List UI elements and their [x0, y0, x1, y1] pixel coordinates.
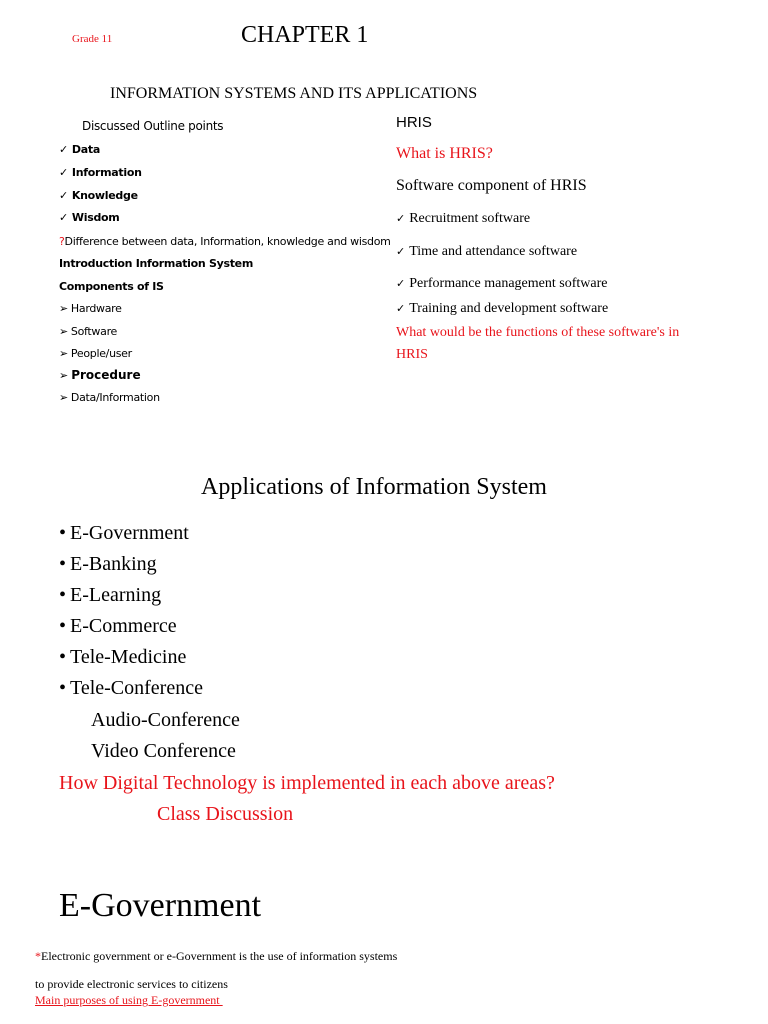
bullet-icon: •: [59, 522, 67, 544]
egov-line2: to provide electronic services to citizens: [35, 977, 228, 991]
applications-question: How Digital Technology is implemented in each above areas?: [59, 772, 555, 794]
grade-label: Grade 11: [72, 33, 113, 45]
hris-functions-question-line1: What would be the functions of these software's in: [396, 325, 680, 340]
check-icon: ✓: [59, 143, 68, 156]
hris-software-training: ✓ Training and development software: [396, 301, 609, 316]
check-icon: ✓: [59, 166, 68, 179]
bullet-icon: •: [59, 677, 67, 699]
bullet-icon: •: [59, 584, 67, 606]
hris-software-performance: ✓ Performance management software: [396, 276, 608, 291]
hris-question: What is HRIS?: [396, 145, 493, 162]
arrow-icon: ➢: [59, 325, 68, 338]
application-sub-item: Audio-Conference: [91, 709, 240, 731]
component-software: ➢ Software: [59, 325, 118, 338]
bullet-icon: •: [59, 646, 67, 668]
check-icon: ✓: [396, 277, 406, 290]
outline-question: ?Difference between data, Information, knowledge and wisdom: [59, 235, 391, 248]
egov-purposes-link: Main purposes of using E-government: [35, 993, 223, 1007]
application-item: • E-Government: [59, 522, 189, 544]
check-icon: ✓: [396, 245, 406, 258]
outline-item-wisdom: ✓ Wisdom: [59, 211, 120, 224]
application-item: • E-Learning: [59, 584, 162, 606]
hris-software-title: Software component of HRIS: [396, 177, 587, 194]
check-icon: ✓: [59, 211, 68, 224]
applications-title: Applications of Information System: [201, 474, 547, 500]
check-icon: ✓: [59, 189, 68, 202]
hris-title: HRIS: [396, 114, 432, 131]
outline-item-data: ✓ Data: [59, 143, 100, 156]
outline-item-knowledge: ✓ Knowledge: [59, 189, 138, 202]
arrow-icon: ➢: [59, 347, 68, 360]
application-item: • Tele-Conference: [59, 677, 203, 699]
component-hardware: ➢ Hardware: [59, 302, 122, 315]
question-mark-icon: ?: [59, 235, 65, 248]
chapter-subtitle: INFORMATION SYSTEMS AND ITS APPLICATIONS: [110, 85, 478, 102]
class-discussion: Class Discussion: [157, 803, 294, 825]
check-icon: ✓: [396, 212, 406, 225]
hris-software-time: ✓ Time and attendance software: [396, 244, 578, 259]
outline-item-information: ✓ Information: [59, 166, 142, 179]
chapter-title: CHAPTER 1: [241, 22, 369, 48]
asterisk-icon: *: [35, 949, 41, 963]
hris-software-recruitment: ✓ Recruitment software: [396, 211, 531, 226]
application-item: • E-Commerce: [59, 615, 177, 637]
bullet-icon: •: [59, 553, 67, 575]
hris-functions-question-line2: HRIS: [396, 347, 428, 362]
application-sub-item: Video Conference: [91, 740, 236, 762]
outline-intro: Introduction Information System: [59, 257, 253, 270]
component-procedure: ➢ Procedure: [59, 368, 141, 382]
egov-line1: *Electronic government or e-Government is the use of information systems: [35, 949, 398, 963]
egov-title: E-Government: [59, 887, 262, 924]
application-item: • E-Banking: [59, 553, 157, 575]
component-people: ➢ People/user: [59, 347, 132, 360]
bullet-icon: •: [59, 615, 67, 637]
component-data-information: ➢ Data/Information: [59, 391, 160, 404]
components-title: Components of IS: [59, 280, 164, 293]
outline-title: Discussed Outline points: [82, 119, 224, 133]
check-icon: ✓: [396, 302, 406, 315]
arrow-icon: ➢: [59, 391, 68, 404]
arrow-icon: ➢: [59, 302, 68, 315]
arrow-icon: ➢: [59, 369, 69, 382]
application-item: • Tele-Medicine: [59, 646, 187, 668]
